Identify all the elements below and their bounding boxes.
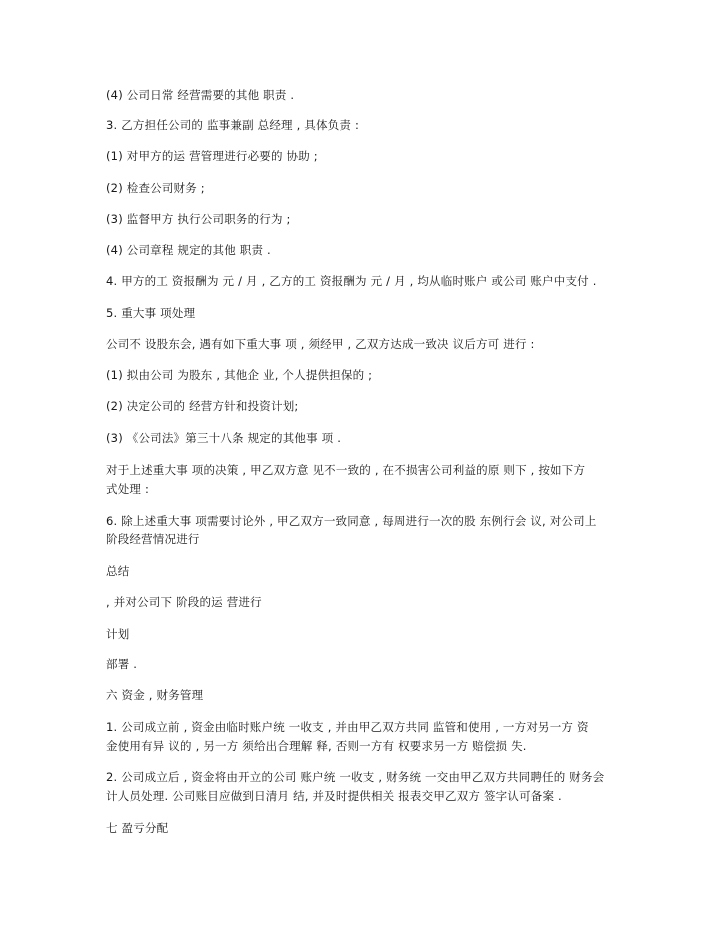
text-line: (2) 决定公司的 经营方针和投资计划; [106, 399, 299, 413]
text-line: (3) 监督甲方 执行公司职务的行为 ; [106, 212, 291, 226]
text-line: 4. 甲方的工 资报酬为 元 / 月 , 乙方的工 资报酬为 元 / 月 , 均从临时账户 或公司 账户中支付 . [106, 274, 597, 288]
text-line: 部署 . [106, 657, 138, 671]
text-line: (2) 检查公司财务 ; [106, 181, 205, 195]
text-line: 金使用有异 议的 , 另一方 须给出合理解 释, 否则一方有 权要求另一方 赔偿损 失. [106, 739, 527, 753]
text-line: 阶段经营情况进行 [106, 532, 200, 546]
text-line: 式处理 : [106, 482, 150, 496]
text-line: 1. 公司成立前 , 资金由临时账户统 一收支 , 并由甲乙双方共同 监管和使用 , 一方对另一方 资 [106, 720, 589, 734]
section-heading: 七 盈亏分配 [106, 821, 169, 835]
text-line: 6. 除上述重大事 项需要讨论外 , 甲乙双方一致同意 , 每周进行一次的股 东例行会 议, 对公司上 [106, 514, 597, 528]
text-line: , 并对公司下 阶段的运 营进行 [106, 595, 262, 609]
text-line: 计人员处理. 公司账目应做到日清月 结, 并及时提供相关 报表交甲乙双方 签字认可备案 . [106, 789, 562, 803]
text-line: (1) 拟由公司 为股东 , 其他企 业, 个人提供担保的 ; [106, 368, 373, 382]
text-line: 总结 [106, 564, 130, 578]
text-line: (4) 公司日常 经营需要的其他 职责 . [106, 88, 295, 102]
text-line: (3) 《公司法》第三十八条 规定的其他事 项 . [106, 431, 342, 445]
text-line: (4) 公司章程 规定的其他 职责 . [106, 243, 271, 257]
text-line: 3. 乙方担任公司的 监事兼副 总经理 , 具体负责 : [106, 118, 360, 132]
text-line: 2. 公司成立后 , 资金将由开立的公司 账户统 一收支 , 财务统 一交由甲乙双方共同聘任的 财务会 [106, 770, 605, 784]
text-line: 对于上述重大事 项的决策 , 甲乙双方意 见不一致的 , 在不损害公司利益的原 则下 , 按如下方 [106, 463, 586, 477]
text-line: (1) 对甲方的运 营管理进行必要的 协助 ; [106, 149, 318, 163]
text-line: 计划 [106, 627, 130, 641]
text-line: 公司不 设股东会, 遇有如下重大事 项 , 须经甲 , 乙双方达成一致决 议后方可 进行 : [106, 337, 535, 351]
section-heading: 六 资金 , 财务管理 [106, 688, 204, 702]
section-heading: 5. 重大事 项处理 [106, 306, 196, 320]
